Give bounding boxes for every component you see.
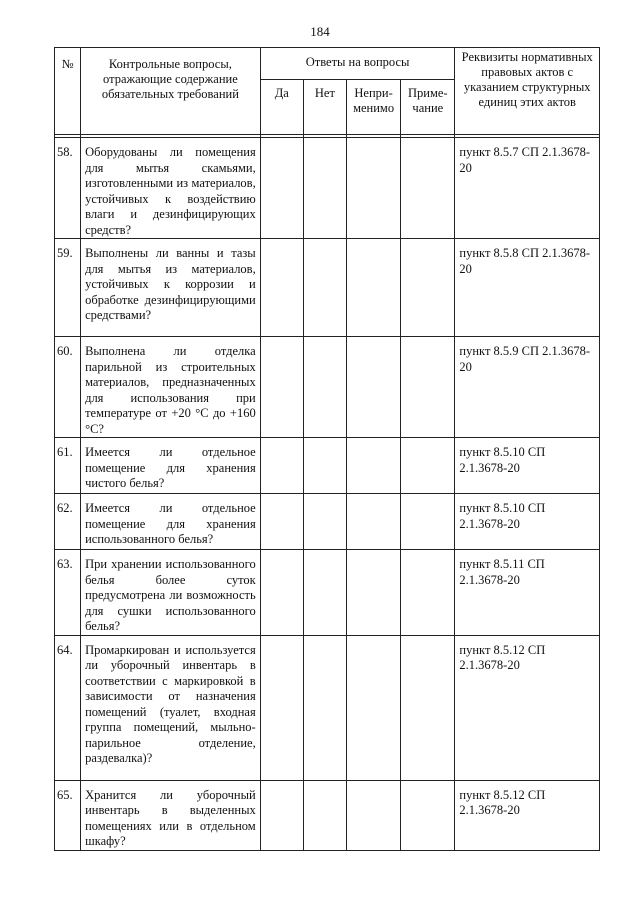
row-question: Выполнена ли отделка парильной из строительных материалов, предназначенных для использования при температуре от +20 °С до +160 °С? bbox=[81, 337, 261, 438]
answer-note-cell[interactable] bbox=[401, 337, 455, 438]
row-reference: пункт 8.5.12 СП 2.1.3678-20 bbox=[455, 780, 600, 850]
answer-no-cell[interactable] bbox=[303, 337, 346, 438]
row-number: 65. bbox=[55, 780, 81, 850]
answer-yes-cell[interactable] bbox=[260, 780, 303, 850]
answer-yes-cell[interactable] bbox=[260, 550, 303, 636]
answer-not-applicable-cell[interactable] bbox=[347, 138, 401, 239]
answer-note-cell[interactable] bbox=[401, 438, 455, 494]
row-reference: пункт 8.5.7 СП 2.1.3678-20 bbox=[455, 138, 600, 239]
answer-no-cell[interactable] bbox=[303, 438, 346, 494]
page-number: 184 bbox=[310, 24, 330, 39]
table-row bbox=[55, 138, 600, 239]
answer-yes-cell[interactable] bbox=[260, 337, 303, 438]
row-reference: пункт 8.5.9 СП 2.1.3678-20 bbox=[455, 337, 600, 438]
row-reference: пункт 8.5.12 СП 2.1.3678-20 bbox=[455, 635, 600, 780]
header-reference: Реквизиты нормативных правовых актов с указанием структурных единиц этих актов bbox=[455, 48, 600, 135]
answer-not-applicable-cell[interactable] bbox=[347, 550, 401, 636]
answer-yes-cell[interactable] bbox=[260, 494, 303, 550]
table-row bbox=[55, 550, 600, 636]
answer-yes-cell[interactable] bbox=[260, 635, 303, 780]
answer-not-applicable-cell[interactable] bbox=[347, 494, 401, 550]
row-question: Оборудованы ли помещения для мытья скамьями, изготовленными из материалов, устойчивых к воздействию влаги и дезинфицирующих средств? bbox=[81, 138, 261, 239]
answer-note-cell[interactable] bbox=[401, 550, 455, 636]
answer-note-cell[interactable] bbox=[401, 635, 455, 780]
header-question: Контрольные вопросы, отражающие содержание обязательных требований bbox=[81, 48, 261, 135]
answer-yes-cell[interactable] bbox=[260, 239, 303, 337]
answer-no-cell[interactable] bbox=[303, 239, 346, 337]
row-reference: пункт 8.5.10 СП 2.1.3678-20 bbox=[455, 494, 600, 550]
row-number: 63. bbox=[55, 550, 81, 636]
header-number: № bbox=[55, 48, 81, 135]
row-question: Хранится ли уборочный инвентарь в выделенных помещениях или в отдельном шкафу? bbox=[81, 780, 261, 850]
row-question: Промаркирован и используется ли уборочный инвентарь в соответствии с маркировкой в зависимости от назначения помещений (туалет, входная группа помещений, мыльно-парильное отделение, раздевалка)? bbox=[81, 635, 261, 780]
row-reference: пункт 8.5.8 СП 2.1.3678-20 bbox=[455, 239, 600, 337]
header-note: Приме- чание bbox=[401, 80, 455, 135]
row-number: 59. bbox=[55, 239, 81, 337]
answer-note-cell[interactable] bbox=[401, 239, 455, 337]
table-row bbox=[55, 337, 600, 438]
answer-not-applicable-cell[interactable] bbox=[347, 780, 401, 850]
row-number: 62. bbox=[55, 494, 81, 550]
row-question: Имеется ли отдельное помещение для хранения использованного белья? bbox=[81, 494, 261, 550]
header-yes: Да bbox=[260, 80, 303, 135]
row-number: 61. bbox=[55, 438, 81, 494]
answer-not-applicable-cell[interactable] bbox=[347, 337, 401, 438]
answer-no-cell[interactable] bbox=[303, 138, 346, 239]
table-body bbox=[55, 138, 600, 851]
answer-yes-cell[interactable] bbox=[260, 138, 303, 239]
table-row bbox=[55, 635, 600, 780]
row-number: 58. bbox=[55, 138, 81, 239]
table-row bbox=[55, 494, 600, 550]
header-not-applicable: Непри- менимо bbox=[347, 80, 401, 135]
answer-no-cell[interactable] bbox=[303, 550, 346, 636]
answer-not-applicable-cell[interactable] bbox=[347, 239, 401, 337]
answer-no-cell[interactable] bbox=[303, 635, 346, 780]
answer-note-cell[interactable] bbox=[401, 494, 455, 550]
row-number: 64. bbox=[55, 635, 81, 780]
answer-not-applicable-cell[interactable] bbox=[347, 438, 401, 494]
answer-note-cell[interactable] bbox=[401, 138, 455, 239]
answer-no-cell[interactable] bbox=[303, 494, 346, 550]
answer-note-cell[interactable] bbox=[401, 780, 455, 850]
header-answers: Ответы на вопросы bbox=[260, 48, 455, 80]
header-no: Нет bbox=[303, 80, 346, 135]
table-row bbox=[55, 438, 600, 494]
row-question: Выполнены ли ванны и тазы для мытья из материалов, устойчивых к коррозии и обработке дезинфицирующими средствами? bbox=[81, 239, 261, 337]
answer-not-applicable-cell[interactable] bbox=[347, 635, 401, 780]
answer-yes-cell[interactable] bbox=[260, 438, 303, 494]
row-question: Имеется ли отдельное помещение для хранения чистого белья? bbox=[81, 438, 261, 494]
table-row bbox=[55, 780, 600, 850]
row-reference: пункт 8.5.11 СП 2.1.3678-20 bbox=[455, 550, 600, 636]
answer-no-cell[interactable] bbox=[303, 780, 346, 850]
row-question: При хранении использованного белья более суток предусмотрена ли возможность для сушки использованного белья? bbox=[81, 550, 261, 636]
table-row bbox=[55, 239, 600, 337]
checklist-table bbox=[54, 47, 600, 851]
table-header bbox=[55, 48, 600, 138]
row-number: 60. bbox=[55, 337, 81, 438]
row-reference: пункт 8.5.10 СП 2.1.3678-20 bbox=[455, 438, 600, 494]
